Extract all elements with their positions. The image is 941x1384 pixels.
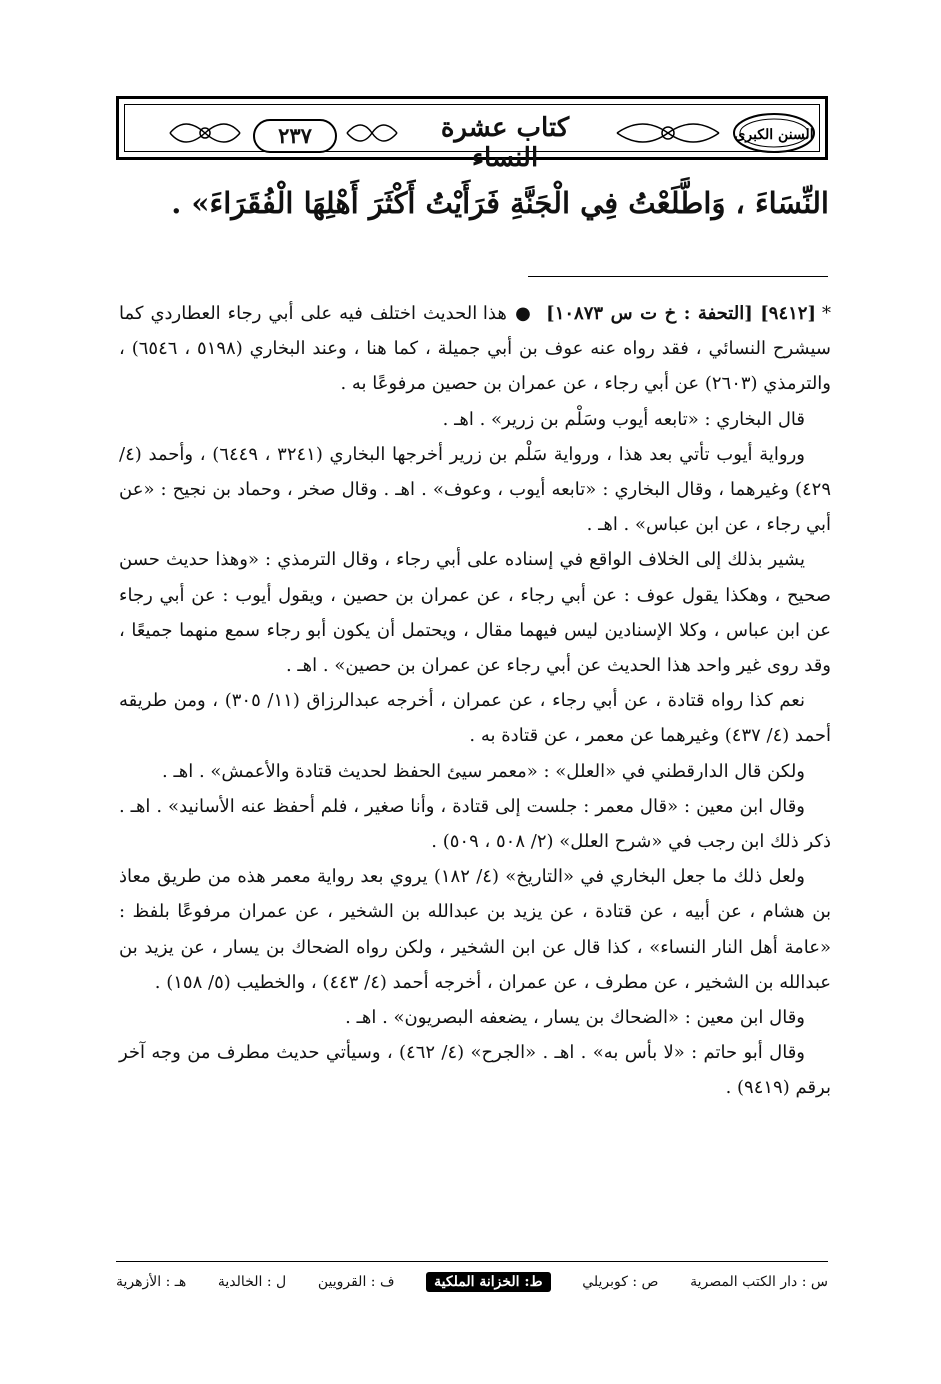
commentary-paragraph: ولعل ذلك ما جعل البخاري في «التاريخ» (٤/ ١٨٢) يروي بعد رواية معمر هذه من طريق معاذ بن هشام ، عن أبيه ، عن قتادة ، عن يزيد بن عبدالله بن الشخير ، عن عمران مرفوعًا بلفظ : «عامة أهل النار النساء» ، كذا قال عن ابن الشخير ، ولكن رواه الضحاك بن يسار ، عن يزيد بن عبدالله بن الشخير ، عن مطرف ، عن عمران ، أخرجه أحمد (٤/ ٤٤٣) ، والخطيب (٥/ ١٥٨) . <box>119 866 831 993</box>
book-title: كتاب عشرة النساء <box>440 113 570 173</box>
emblem-text: السنن الكبرى <box>734 127 814 143</box>
commentary-paragraph: نعم كذا رواه قتادة ، عن أبي رجاء ، عن عمران ، أخرجه عبدالرزاق (١١/ ٣٠٥) ، ومن طريقه أحمد (٤/ ٤٣٧) وغيرهما عن معمر ، عن قتادة به . <box>119 690 831 747</box>
commentary-paragraph: ورواية أيوب تأتي بعد هذا ، ورواية سَلْم بن زرير أخرجها البخاري (٣٢٤١ ، ٦٤٤٩) ، وأحمد (٤/ ٤٢٩) وغيرهما ، وقال البخاري : «تابعه أيوب ، وعوف» . اهـ . وقال صخر ، وحماد بن نجيح : «عن أبي رجاء ، عن ابن عباس» . اهـ . <box>119 443 831 536</box>
page-header <box>116 96 828 173</box>
center-left-ornament-icon <box>343 113 401 153</box>
manuscript-key-item: ف : القرويين <box>317 1274 395 1290</box>
bullet-icon: ● <box>513 303 533 324</box>
manuscript-key-item: ل : الخالدية <box>217 1274 287 1290</box>
series-emblem <box>731 111 817 155</box>
commentary-paragraph: وقال ابن معين : «الضحاك بن يسار ، يضعفه البصريون» . اهـ . <box>345 1007 805 1029</box>
header-inner-frame <box>124 104 820 173</box>
center-right-ornament-icon <box>613 113 723 153</box>
footer-line <box>116 1261 828 1262</box>
commentary-paragraph: ولكن قال الدارقطني في «العلل» : «معمر سيئ الحفظ لحديث قتادة والأعمش» . اهـ . <box>162 760 805 782</box>
commentary <box>119 296 831 1106</box>
separator-line <box>528 276 828 277</box>
commentary-paragraph: يشير بذلك إلى الخلاف الواقع في إسناده على أبي رجاء ، وقال الترمذي : «وهذا حديث حسن صحيح ، وهكذا يقول عوف : عن أبي رجاء ، عن عمران بن حصين ، ويقول أيوب : عن أبي رجاء عن ابن عباس ، وكلا الإسنادين ليس فيهما مقال ، ويحتمل أن يكون أبو رجاء سمع منهما جميعًا ، وقد روى غير واحد هذا الحديث عن أبي رجاء عن عمران بن حصين» . اهـ . <box>119 549 831 677</box>
commentary-text: هذا الحديث اختلف فيه على أبي رجاء العطاردي كما سيشرح النسائي ، فقد رواه عنه عوف بن أبي جميلة ، كما هنا ، وعند البخاري (٥١٩٨ ، ٦٥٤٦) ، والترمذي (٢٦٠٣) عن أبي رجاء ، عن عمران بن حصين مرفوعًا به . <box>119 303 831 395</box>
commentary-paragraph <box>119 296 831 402</box>
manuscript-key-item-highlighted: ط: الخزانة الملكية <box>426 1272 550 1292</box>
hadith-text: النِّسَاءَ ، وَاطَّلَعْتُ فِي الْجَنَّةِ فَرَأَيْتُ أَكْثَرَ أَهْلِهَا الْفُقَرَاءَ» . <box>171 186 829 220</box>
manuscript-key-item: هـ : الأزهرية <box>116 1274 187 1290</box>
manuscript-key <box>116 1268 828 1296</box>
commentary-paragraph: وقال ابن معين : «قال معمر : جلست إلى قتادة ، وأنا صغير ، فلم أحفظ عنه الأسانيد» . اهـ . ذكر ذلك ابن رجب في «شرح العلل» (٢/ ٥٠٨ ، ٥٠٩) . <box>119 795 831 853</box>
hadith-reference: [٩٤١٢] [التحفة : خ ت س ١٠٨٧٣] <box>546 303 816 324</box>
commentary-paragraph: وقال أبو حاتم : «لا بأس به» . اهـ . «الجرح» (٤/ ٤٦٢) ، وسيأتي حديث مطرف من وجه آخر برقم (٩٤١٩) . <box>119 1042 831 1099</box>
manuscript-key-item: س : دار الكتب المصرية <box>690 1274 828 1290</box>
page-number: ٢٣٧ <box>253 119 337 153</box>
left-ornament-icon <box>165 113 245 153</box>
commentary-paragraph: قال البخاري : «تابعه أيوب وسَلْم بن زرير» . اهـ . <box>442 408 805 430</box>
star-marker: * <box>822 303 831 324</box>
manuscript-key-item: ص : كوبريلي <box>582 1274 659 1290</box>
